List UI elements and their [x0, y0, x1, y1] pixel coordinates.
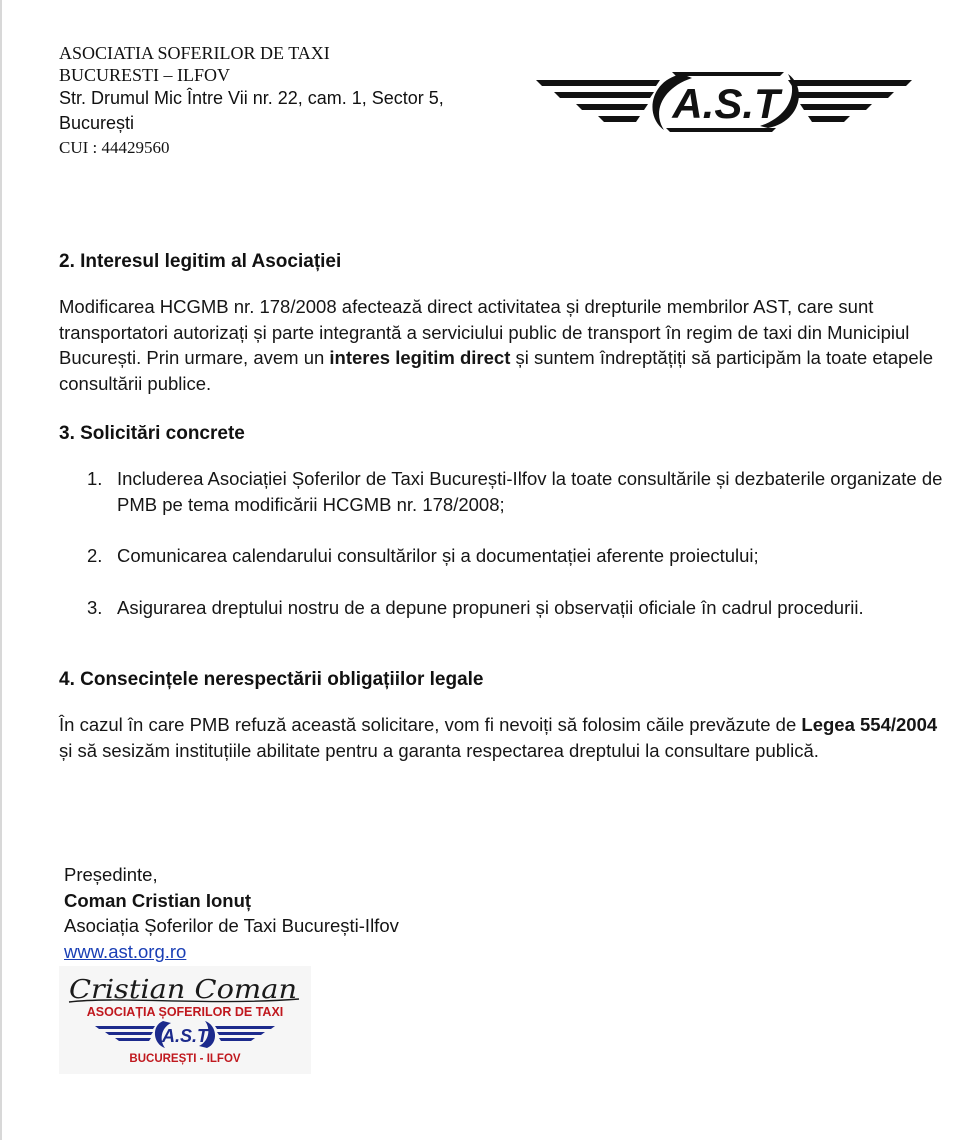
section-2-text-end: și suntem îndreptățiți să participăm la toate etapele consultării publice. — [59, 347, 934, 394]
section-4-bold-text: Legea 554/2004 — [801, 714, 938, 735]
list-item-text: Includerea Asociației Șoferilor de Taxi București-Ilfov la toate consultările și dezbaterile organizate de PMB pe tema modificării HCGMB nr. 178/2008; — [117, 468, 943, 515]
section-2-text: Modificarea HCGMB nr. 178/2008 afectează direct activitatea și drepturile membrilor AST, care sunt transportatori autorizați și parte integrantă a serviciului public de transport în regim de taxi din Municipiul București. Prin urmare, avem un — [59, 296, 910, 368]
list-item — [59, 595, 949, 621]
section-3-heading: 3. Solicitări concrete — [59, 423, 245, 444]
letterhead — [59, 42, 519, 159]
org-name-line2: BUCURESTI – ILFOV — [59, 65, 231, 85]
stamp-org-name: ASOCIAȚIA ȘOFERILOR DE TAXI — [86, 1005, 284, 1019]
stamp-logo-text: A.S.T — [161, 1026, 209, 1046]
org-name-line1: ASOCIATIA SOFERILOR DE TAXI — [59, 43, 330, 63]
logo-text: A.S.T — [672, 80, 780, 127]
stamp-city: BUCUREȘTI - ILFOV — [129, 1053, 241, 1065]
section-4-text-end: și să sesizăm instituțiile abilitate pentru a garanta respectarea dreptului la consultare publică. — [59, 739, 819, 761]
handwritten-signature: Cristian Coman — [69, 975, 297, 1005]
signatory-organization: Asociația Șoferilor de Taxi București-Ilfov — [64, 915, 399, 936]
section-2-paragraph — [59, 294, 949, 396]
page-left-edge — [0, 0, 2, 1140]
list-item — [59, 466, 949, 517]
requests-list — [59, 466, 949, 620]
section-4-text: În cazul în care PMB refuză această solicitare, vom fi nevoiți să folosim căile prevăzute de — [59, 714, 802, 735]
section-4-paragraph — [59, 712, 949, 763]
section-2-heading: 2. Interesul legitim al Asociației — [59, 251, 342, 272]
signature-block — [64, 862, 564, 964]
list-number: 1. — [87, 468, 103, 489]
signatory-name: Coman Cristian Ionuț — [64, 889, 252, 911]
section-2-bold-text: interes legitim direct — [329, 347, 511, 368]
signature-stamp — [59, 966, 311, 1074]
letter-body — [59, 248, 949, 763]
ast-logo — [532, 66, 916, 138]
list-number: 2. — [87, 545, 103, 566]
cui-number: CUI : 44429560 — [59, 138, 170, 157]
signatory-role: Președinte, — [64, 864, 158, 885]
list-item — [59, 543, 949, 569]
list-item-text: Asigurarea dreptului nostru de a depune propuneri și observații oficiale în cadrul procedurii. — [117, 596, 864, 618]
address-line1: Str. Drumul Mic Între Vii nr. 22, cam. 1, Sector 5, — [59, 88, 444, 108]
website-link[interactable]: www.ast.org.ro — [64, 940, 187, 962]
list-number: 3. — [87, 596, 103, 618]
address-line2: București — [59, 113, 135, 133]
section-4-heading: 4. Consecințele nerespectării obligațiilor legale — [59, 669, 484, 690]
list-item-text: Comunicarea calendarului consultărilor și a documentației aferente proiectului; — [117, 545, 759, 566]
